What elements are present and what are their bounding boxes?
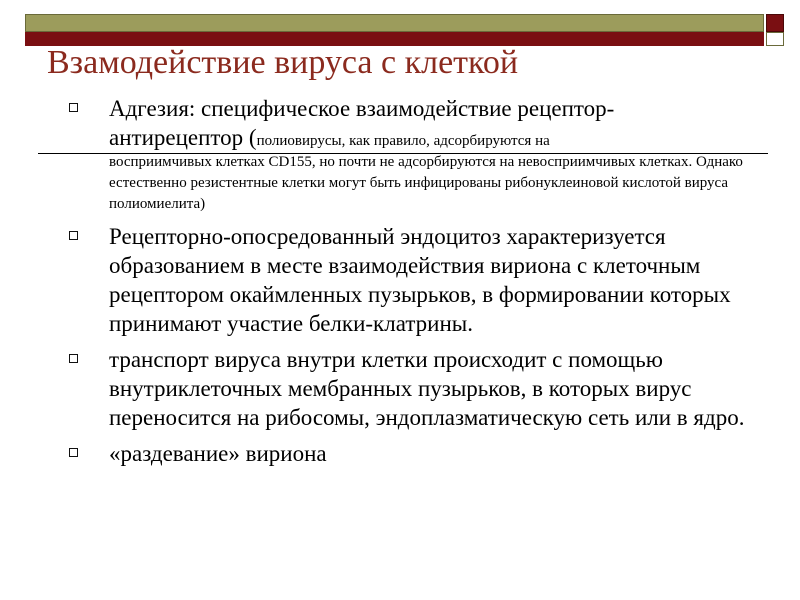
bullet-text: транспорт вируса внутри клетки происходит с помощью внутриклеточных мембранных пузырьков, в которых вирус переносится на рибосомы, эндоплазматическую сеть или в ядро.	[109, 347, 745, 430]
slide-title: Взамодействие вируса с клеткой	[47, 44, 519, 81]
bullet-detail: восприимчивых клетках CD155, но почти не адсорбируются на невосприимчивых клетках. Однако естественно резистентные клетки могут быть инфицированы рибонуклеиновой кислотой вируса полиомиелита)	[109, 154, 743, 212]
square-bullet-icon	[69, 103, 78, 112]
bullet-item-uncoating	[66, 439, 746, 468]
corner-decor-square-bottom	[766, 32, 784, 46]
bullet-text: Адгезия: специфическое взаимодействие рецептор-антирецептор (	[109, 96, 615, 150]
bullet-text: Рецепторно-опосредованный эндоцитоз характеризуется образованием в месте взаимодействия вириона с клеточным рецептором окаймленных пузырьков, в формировании которых принимают участие белки-клатрины.	[109, 224, 731, 336]
square-bullet-icon	[69, 354, 78, 363]
bullet-detail-inline: полиовирусы, как правило, адсорбируются на	[256, 133, 550, 149]
bullet-item-adhesion	[66, 94, 746, 215]
bullet-text: «раздевание» вириона	[109, 441, 327, 466]
bullet-item-transport	[66, 345, 746, 432]
header-band-olive	[25, 14, 764, 32]
square-bullet-icon	[69, 231, 78, 240]
square-bullet-icon	[69, 448, 78, 457]
bullet-item-endocytosis	[66, 222, 746, 338]
corner-decor-square-top	[766, 14, 784, 32]
bullet-list	[66, 94, 746, 468]
